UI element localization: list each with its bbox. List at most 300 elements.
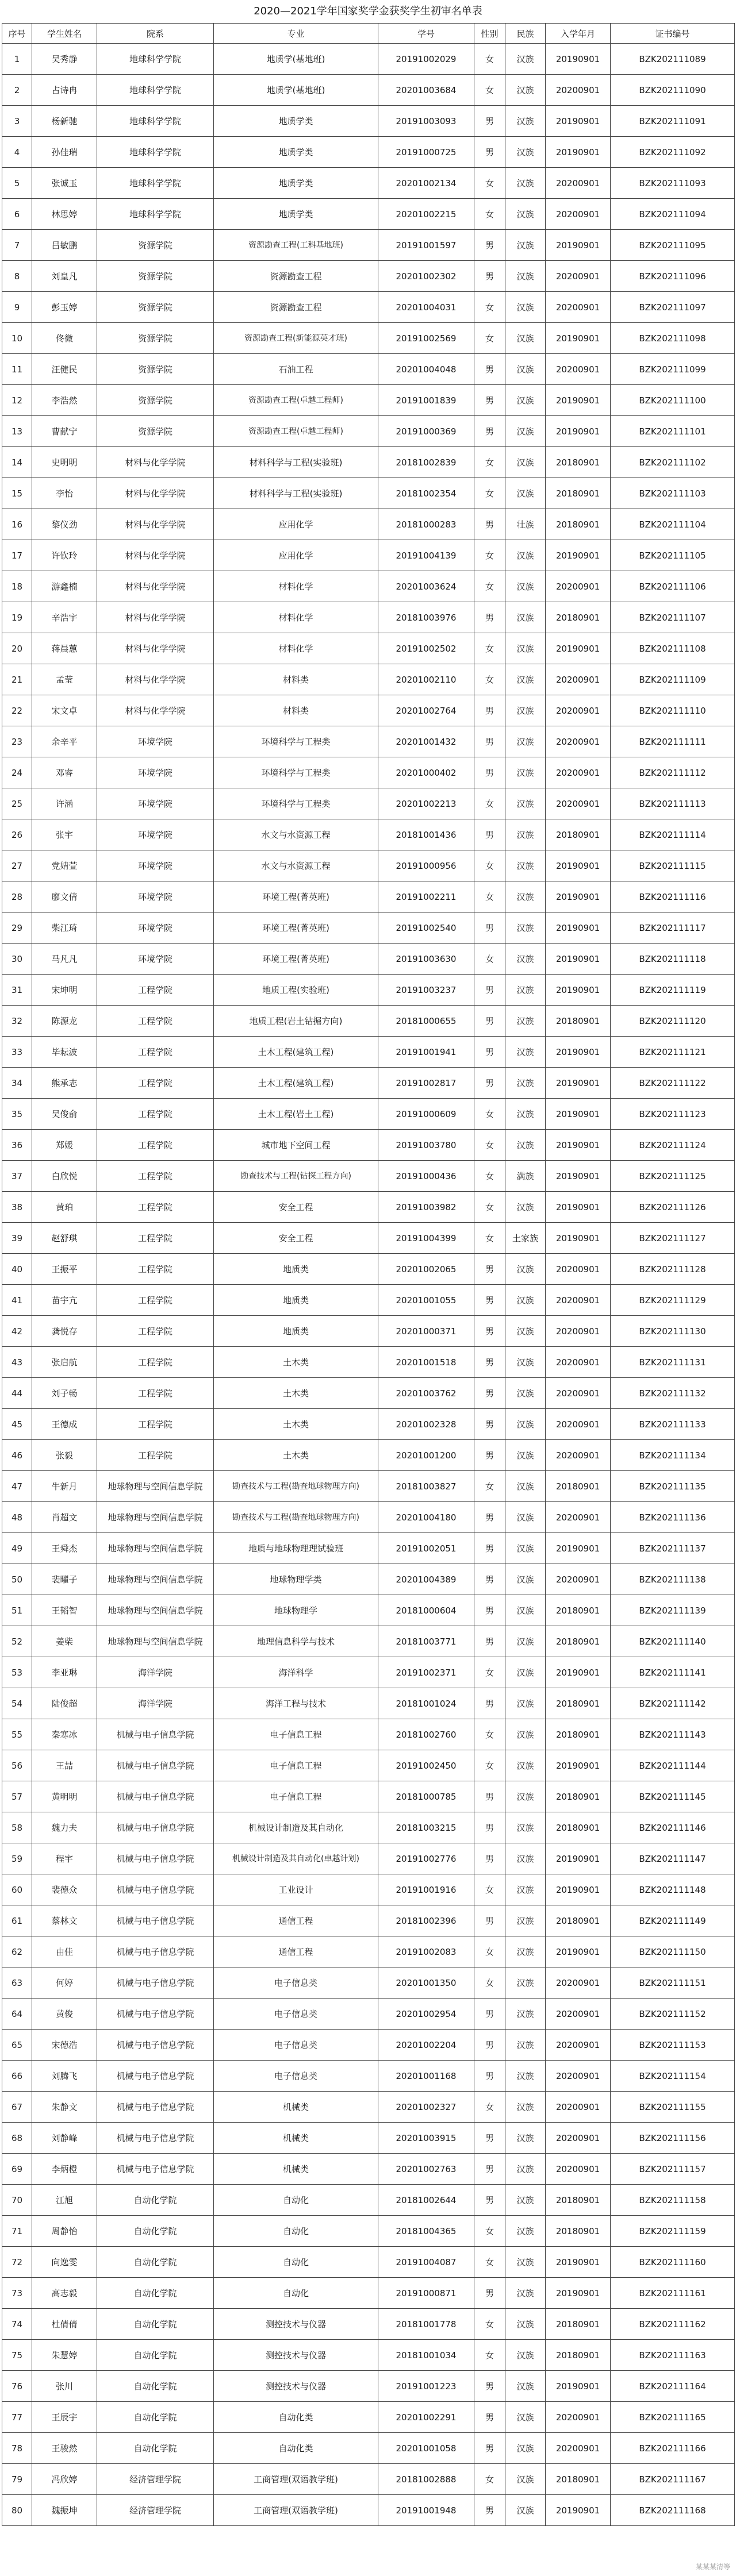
- cell-department: 环境学院: [97, 881, 214, 912]
- cell-student-name: 吴俊俞: [32, 1099, 97, 1130]
- cell-major: 环境工程(菁英班): [214, 944, 378, 975]
- cell-student-id: 20181002354: [378, 478, 474, 509]
- cell-certificate-number: BZK202111120: [611, 1006, 735, 1037]
- cell-certificate-number: BZK202111123: [611, 1099, 735, 1130]
- cell-enrollment-date: 20190901: [546, 323, 611, 354]
- cell-enrollment-date: 20180901: [546, 2340, 611, 2371]
- table-row: [2, 1378, 735, 1409]
- cell-department: 资源学院: [97, 354, 214, 385]
- cell-student-id: 20181003771: [378, 1626, 474, 1657]
- cell-certificate-number: BZK202111137: [611, 1533, 735, 1564]
- cell-student-name: 邓睿: [32, 757, 97, 788]
- cell-department: 自动化学院: [97, 2185, 214, 2216]
- cell-enrollment-date: 20180901: [546, 1006, 611, 1037]
- cell-index: 40: [2, 1254, 32, 1285]
- cell-student-name: 牛新月: [32, 1471, 97, 1502]
- cell-enrollment-date: 20200901: [546, 1347, 611, 1378]
- table-row: [2, 2154, 735, 2185]
- cell-student-id: 20201001058: [378, 2433, 474, 2464]
- cell-certificate-number: BZK202111125: [611, 1161, 735, 1192]
- cell-ethnicity: 汉族: [505, 2061, 546, 2092]
- table-row: [2, 695, 735, 726]
- cell-major: 石油工程: [214, 354, 378, 385]
- cell-student-id: 20201001200: [378, 1440, 474, 1471]
- cell-gender: 男: [474, 2123, 505, 2154]
- cell-gender: 女: [474, 2092, 505, 2123]
- cell-student-id: 20201001055: [378, 1285, 474, 1316]
- cell-student-name: 吕敏鹏: [32, 230, 97, 261]
- cell-certificate-number: BZK202111115: [611, 850, 735, 881]
- cell-student-name: 秦寒冰: [32, 1719, 97, 1750]
- cell-ethnicity: 汉族: [505, 2216, 546, 2247]
- cell-student-id: 20191001941: [378, 1037, 474, 1068]
- cell-ethnicity: 汉族: [505, 540, 546, 571]
- cell-ethnicity: 汉族: [505, 1936, 546, 1967]
- table-row: [2, 1347, 735, 1378]
- cell-index: 54: [2, 1688, 32, 1719]
- cell-major: 勘查技术与工程(钻探工程方向): [214, 1161, 378, 1192]
- cell-certificate-number: BZK202111117: [611, 912, 735, 944]
- cell-ethnicity: 汉族: [505, 2464, 546, 2495]
- cell-student-name: 王振平: [32, 1254, 97, 1285]
- cell-index: 32: [2, 1006, 32, 1037]
- table-row: [2, 975, 735, 1006]
- cell-enrollment-date: 20190901: [546, 1874, 611, 1905]
- cell-index: 80: [2, 2495, 32, 2526]
- cell-department: 地球科学学院: [97, 168, 214, 199]
- cell-department: 自动化学院: [97, 2402, 214, 2433]
- cell-student-name: 佟微: [32, 323, 97, 354]
- cell-enrollment-date: 20190901: [546, 850, 611, 881]
- cell-student-id: 20191002029: [378, 44, 474, 75]
- cell-student-id: 20191002371: [378, 1657, 474, 1688]
- cell-department: 资源学院: [97, 323, 214, 354]
- cell-student-name: 周静怡: [32, 2216, 97, 2247]
- cell-major: 材料科学与工程(实验班): [214, 447, 378, 478]
- cell-student-id: 20191001839: [378, 385, 474, 416]
- cell-major: 资源勘查工程(新能源英才班): [214, 323, 378, 354]
- cell-major: 地质类: [214, 1316, 378, 1347]
- table-row: [2, 1657, 735, 1688]
- cell-index: 34: [2, 1068, 32, 1099]
- table-row: [2, 447, 735, 478]
- table-row: [2, 2340, 735, 2371]
- cell-student-id: 20191002540: [378, 912, 474, 944]
- cell-gender: 女: [474, 633, 505, 664]
- cell-gender: 男: [474, 1316, 505, 1347]
- cell-gender: 男: [474, 1068, 505, 1099]
- cell-index: 30: [2, 944, 32, 975]
- cell-certificate-number: BZK202111118: [611, 944, 735, 975]
- cell-gender: 男: [474, 2154, 505, 2185]
- cell-enrollment-date: 20200901: [546, 1378, 611, 1409]
- cell-department: 工程学院: [97, 1254, 214, 1285]
- cell-major: 电子信息类: [214, 2030, 378, 2061]
- cell-enrollment-date: 20190901: [546, 1037, 611, 1068]
- cell-enrollment-date: 20200901: [546, 2030, 611, 2061]
- cell-enrollment-date: 20190901: [546, 1192, 611, 1223]
- cell-gender: 女: [474, 447, 505, 478]
- cell-index: 47: [2, 1471, 32, 1502]
- cell-enrollment-date: 20200901: [546, 757, 611, 788]
- cell-ethnicity: 汉族: [505, 1471, 546, 1502]
- cell-index: 43: [2, 1347, 32, 1378]
- cell-major: 机械类: [214, 2092, 378, 2123]
- cell-major: 工业设计: [214, 1874, 378, 1905]
- table-row: [2, 571, 735, 602]
- cell-major: 海洋科学: [214, 1657, 378, 1688]
- cell-student-name: 肖超文: [32, 1502, 97, 1533]
- cell-student-id: 20201002110: [378, 664, 474, 695]
- cell-ethnicity: 汉族: [505, 1068, 546, 1099]
- cell-ethnicity: 汉族: [505, 2185, 546, 2216]
- cell-student-id: 20191000369: [378, 416, 474, 447]
- table-row: [2, 1874, 735, 1905]
- cell-department: 机械与电子信息学院: [97, 1719, 214, 1750]
- cell-ethnicity: 汉族: [505, 850, 546, 881]
- cell-certificate-number: BZK202111116: [611, 881, 735, 912]
- cell-student-name: 裴德众: [32, 1874, 97, 1905]
- cell-student-id: 20181000283: [378, 509, 474, 540]
- cell-certificate-number: BZK202111142: [611, 1688, 735, 1719]
- cell-student-id: 20181001034: [378, 2340, 474, 2371]
- cell-student-id: 20201001350: [378, 1967, 474, 1999]
- cell-index: 46: [2, 1440, 32, 1471]
- cell-major: 地质学类: [214, 106, 378, 137]
- cell-student-name: 宋德浩: [32, 2030, 97, 2061]
- cell-department: 地球物理与空间信息学院: [97, 1502, 214, 1533]
- cell-student-name: 刘子畅: [32, 1378, 97, 1409]
- cell-student-name: 何婷: [32, 1967, 97, 1999]
- cell-major: 机械类: [214, 2123, 378, 2154]
- cell-major: 自动化: [214, 2216, 378, 2247]
- cell-student-name: 彭玉婷: [32, 292, 97, 323]
- page-title: 2020—2021学年国家奖学金获奖学生初审名单表: [254, 5, 482, 17]
- cell-enrollment-date: 20180901: [546, 1471, 611, 1502]
- cell-student-name: 刘静峰: [32, 2123, 97, 2154]
- cell-student-id: 20181001436: [378, 819, 474, 850]
- cell-major: 环境工程(菁英班): [214, 912, 378, 944]
- cell-major: 自动化: [214, 2185, 378, 2216]
- cell-department: 机械与电子信息学院: [97, 2092, 214, 2123]
- cell-student-name: 向逸雯: [32, 2247, 97, 2278]
- cell-department: 工程学院: [97, 1192, 214, 1223]
- cell-student-name: 王骏然: [32, 2433, 97, 2464]
- cell-ethnicity: 汉族: [505, 2154, 546, 2185]
- cell-gender: 男: [474, 726, 505, 757]
- table-row: [2, 1223, 735, 1254]
- cell-certificate-number: BZK202111122: [611, 1068, 735, 1099]
- cell-department: 自动化学院: [97, 2433, 214, 2464]
- cell-student-id: 20201001168: [378, 2061, 474, 2092]
- cell-student-id: 20191002502: [378, 633, 474, 664]
- cell-student-id: 20201002213: [378, 788, 474, 819]
- cell-index: 50: [2, 1564, 32, 1595]
- cell-enrollment-date: 20180901: [546, 1781, 611, 1812]
- cell-index: 67: [2, 2092, 32, 2123]
- table-row: [2, 1595, 735, 1626]
- watermark-text: 某某某清等: [695, 2563, 730, 2571]
- table-header-row: [2, 24, 735, 44]
- cell-gender: 男: [474, 416, 505, 447]
- cell-index: 7: [2, 230, 32, 261]
- cell-certificate-number: BZK202111164: [611, 2371, 735, 2402]
- cell-student-name: 杜倩倩: [32, 2309, 97, 2340]
- cell-certificate-number: BZK202111112: [611, 757, 735, 788]
- cell-certificate-number: BZK202111095: [611, 230, 735, 261]
- cell-gender: 女: [474, 75, 505, 106]
- cell-certificate-number: BZK202111162: [611, 2309, 735, 2340]
- cell-student-id: 20191003093: [378, 106, 474, 137]
- table-row: [2, 1130, 735, 1161]
- cell-index: 77: [2, 2402, 32, 2433]
- cell-enrollment-date: 20180901: [546, 2185, 611, 2216]
- cell-index: 42: [2, 1316, 32, 1347]
- table-row: [2, 1099, 735, 1130]
- cell-student-name: 王舜杰: [32, 1533, 97, 1564]
- cell-gender: 男: [474, 1843, 505, 1874]
- cell-department: 材料与化学学院: [97, 571, 214, 602]
- table-row: [2, 230, 735, 261]
- cell-certificate-number: BZK202111089: [611, 44, 735, 75]
- cell-student-name: 林思婷: [32, 199, 97, 230]
- cell-enrollment-date: 20180901: [546, 509, 611, 540]
- cell-student-id: 20181004365: [378, 2216, 474, 2247]
- cell-gender: 男: [474, 2030, 505, 2061]
- cell-student-id: 20191003780: [378, 1130, 474, 1161]
- cell-gender: 男: [474, 2402, 505, 2433]
- cell-enrollment-date: 20180901: [546, 1905, 611, 1936]
- cell-ethnicity: 汉族: [505, 137, 546, 168]
- cell-enrollment-date: 20200901: [546, 726, 611, 757]
- table-row: [2, 354, 735, 385]
- cell-major: 土木工程(建筑工程): [214, 1037, 378, 1068]
- table-row: [2, 75, 735, 106]
- cell-enrollment-date: 20200901: [546, 2402, 611, 2433]
- cell-student-id: 20191004399: [378, 1223, 474, 1254]
- cell-student-id: 20181003827: [378, 1471, 474, 1502]
- cell-student-id: 20181002644: [378, 2185, 474, 2216]
- cell-enrollment-date: 20190901: [546, 975, 611, 1006]
- column-header-major: 专业: [214, 24, 378, 44]
- cell-certificate-number: BZK202111106: [611, 571, 735, 602]
- table-row: [2, 2030, 735, 2061]
- cell-student-id: 20191000609: [378, 1099, 474, 1130]
- cell-student-name: 党婧萱: [32, 850, 97, 881]
- cell-certificate-number: BZK202111147: [611, 1843, 735, 1874]
- cell-department: 工程学院: [97, 975, 214, 1006]
- cell-gender: 男: [474, 385, 505, 416]
- cell-certificate-number: BZK202111135: [611, 1471, 735, 1502]
- cell-major: 地质学(基地班): [214, 44, 378, 75]
- cell-major: 土木类: [214, 1440, 378, 1471]
- cell-student-name: 魏振坤: [32, 2495, 97, 2526]
- cell-department: 工程学院: [97, 1378, 214, 1409]
- cell-major: 地质学(基地班): [214, 75, 378, 106]
- cell-ethnicity: 汉族: [505, 1316, 546, 1347]
- cell-gender: 男: [474, 1595, 505, 1626]
- cell-index: 14: [2, 447, 32, 478]
- cell-student-name: 张川: [32, 2371, 97, 2402]
- cell-student-id: 20201000402: [378, 757, 474, 788]
- cell-department: 工程学院: [97, 1037, 214, 1068]
- cell-index: 4: [2, 137, 32, 168]
- cell-gender: 女: [474, 788, 505, 819]
- cell-enrollment-date: 20180901: [546, 602, 611, 633]
- cell-gender: 男: [474, 1781, 505, 1812]
- cell-student-name: 裴曜子: [32, 1564, 97, 1595]
- cell-enrollment-date: 20190901: [546, 2495, 611, 2526]
- cell-ethnicity: 汉族: [505, 726, 546, 757]
- cell-major: 环境科学与工程类: [214, 726, 378, 757]
- cell-ethnicity: 汉族: [505, 2433, 546, 2464]
- cell-ethnicity: 汉族: [505, 1595, 546, 1626]
- cell-major: 材料类: [214, 695, 378, 726]
- cell-gender: 男: [474, 1626, 505, 1657]
- cell-enrollment-date: 20200901: [546, 354, 611, 385]
- cell-ethnicity: 汉族: [505, 106, 546, 137]
- cell-department: 自动化学院: [97, 2278, 214, 2309]
- cell-enrollment-date: 20190901: [546, 912, 611, 944]
- table-row: [2, 1254, 735, 1285]
- cell-student-name: 柴江琦: [32, 912, 97, 944]
- cell-gender: 男: [474, 261, 505, 292]
- table-row: [2, 912, 735, 944]
- cell-major: 安全工程: [214, 1223, 378, 1254]
- cell-department: 工程学院: [97, 1347, 214, 1378]
- cell-ethnicity: 汉族: [505, 1843, 546, 1874]
- cell-gender: 男: [474, 354, 505, 385]
- cell-enrollment-date: 20200901: [546, 2123, 611, 2154]
- cell-student-name: 黄明明: [32, 1781, 97, 1812]
- cell-index: 1: [2, 44, 32, 75]
- cell-department: 环境学院: [97, 757, 214, 788]
- cell-ethnicity: 汉族: [505, 1037, 546, 1068]
- cell-index: 25: [2, 788, 32, 819]
- cell-ethnicity: 汉族: [505, 1378, 546, 1409]
- cell-ethnicity: 汉族: [505, 1192, 546, 1223]
- cell-department: 工程学院: [97, 1316, 214, 1347]
- table-row: [2, 2464, 735, 2495]
- cell-certificate-number: BZK202111161: [611, 2278, 735, 2309]
- cell-index: 71: [2, 2216, 32, 2247]
- cell-major: 应用化学: [214, 509, 378, 540]
- table-row: [2, 323, 735, 354]
- cell-index: 28: [2, 881, 32, 912]
- table-row: [2, 850, 735, 881]
- cell-ethnicity: 汉族: [505, 881, 546, 912]
- cell-department: 工程学院: [97, 1068, 214, 1099]
- cell-major: 电子信息工程: [214, 1750, 378, 1781]
- cell-student-id: 20191001223: [378, 2371, 474, 2402]
- table-row: [2, 1471, 735, 1502]
- cell-ethnicity: 汉族: [505, 44, 546, 75]
- cell-student-id: 20201000371: [378, 1316, 474, 1347]
- cell-department: 资源学院: [97, 292, 214, 323]
- cell-student-name: 高志毅: [32, 2278, 97, 2309]
- table-row: [2, 1068, 735, 1099]
- cell-department: 机械与电子信息学院: [97, 1843, 214, 1874]
- cell-gender: 女: [474, 1874, 505, 1905]
- cell-ethnicity: 汉族: [505, 819, 546, 850]
- cell-department: 机械与电子信息学院: [97, 2030, 214, 2061]
- cell-certificate-number: BZK202111150: [611, 1936, 735, 1967]
- cell-ethnicity: 满族: [505, 1161, 546, 1192]
- cell-student-id: 20201002215: [378, 199, 474, 230]
- cell-student-id: 20181000785: [378, 1781, 474, 1812]
- cell-major: 地质与地球物理理试验班: [214, 1533, 378, 1564]
- cell-ethnicity: 汉族: [505, 1006, 546, 1037]
- table-row: [2, 1967, 735, 1999]
- cell-major: 地理信息科学与技术: [214, 1626, 378, 1657]
- cell-major: 土木工程(建筑工程): [214, 1068, 378, 1099]
- cell-department: 工程学院: [97, 1409, 214, 1440]
- cell-major: 材料化学: [214, 571, 378, 602]
- cell-certificate-number: BZK202111130: [611, 1316, 735, 1347]
- cell-index: 51: [2, 1595, 32, 1626]
- cell-certificate-number: BZK202111166: [611, 2433, 735, 2464]
- cell-student-name: 魏力夫: [32, 1812, 97, 1843]
- cell-index: 10: [2, 323, 32, 354]
- table-row: [2, 2216, 735, 2247]
- cell-ethnicity: 汉族: [505, 1657, 546, 1688]
- cell-gender: 男: [474, 1688, 505, 1719]
- cell-enrollment-date: 20190901: [546, 137, 611, 168]
- cell-certificate-number: BZK202111108: [611, 633, 735, 664]
- cell-ethnicity: 汉族: [505, 1254, 546, 1285]
- cell-major: 资源勘查工程: [214, 261, 378, 292]
- cell-student-name: 王德成: [32, 1409, 97, 1440]
- cell-major: 地质学类: [214, 199, 378, 230]
- column-header-department: 院系: [97, 24, 214, 44]
- table-row: [2, 1719, 735, 1750]
- cell-major: 地质学类: [214, 168, 378, 199]
- cell-index: 11: [2, 354, 32, 385]
- cell-index: 45: [2, 1409, 32, 1440]
- cell-ethnicity: 汉族: [505, 975, 546, 1006]
- cell-student-id: 20201002327: [378, 2092, 474, 2123]
- cell-index: 22: [2, 695, 32, 726]
- cell-enrollment-date: 20180901: [546, 447, 611, 478]
- cell-certificate-number: BZK202111160: [611, 2247, 735, 2278]
- cell-ethnicity: 汉族: [505, 1874, 546, 1905]
- cell-enrollment-date: 20200901: [546, 261, 611, 292]
- cell-student-name: 廖文倩: [32, 881, 97, 912]
- cell-enrollment-date: 20190901: [546, 1099, 611, 1130]
- cell-gender: 女: [474, 2216, 505, 2247]
- cell-enrollment-date: 20190901: [546, 106, 611, 137]
- cell-student-name: 张宇: [32, 819, 97, 850]
- cell-enrollment-date: 20190901: [546, 2371, 611, 2402]
- cell-student-id: 20191000956: [378, 850, 474, 881]
- cell-student-id: 20191004087: [378, 2247, 474, 2278]
- cell-ethnicity: 汉族: [505, 571, 546, 602]
- cell-major: 测控技术与仪器: [214, 2309, 378, 2340]
- cell-gender: 男: [474, 1347, 505, 1378]
- cell-enrollment-date: 20200901: [546, 1502, 611, 1533]
- cell-student-name: 史明明: [32, 447, 97, 478]
- cell-index: 73: [2, 2278, 32, 2309]
- cell-ethnicity: 汉族: [505, 1905, 546, 1936]
- column-header-enrollment-date: 入学年月: [546, 24, 611, 44]
- cell-enrollment-date: 20190901: [546, 1750, 611, 1781]
- cell-gender: 女: [474, 540, 505, 571]
- cell-department: 地球科学学院: [97, 106, 214, 137]
- cell-major: 土木类: [214, 1347, 378, 1378]
- cell-enrollment-date: 20200901: [546, 2061, 611, 2092]
- cell-department: 环境学院: [97, 912, 214, 944]
- cell-enrollment-date: 20190901: [546, 44, 611, 75]
